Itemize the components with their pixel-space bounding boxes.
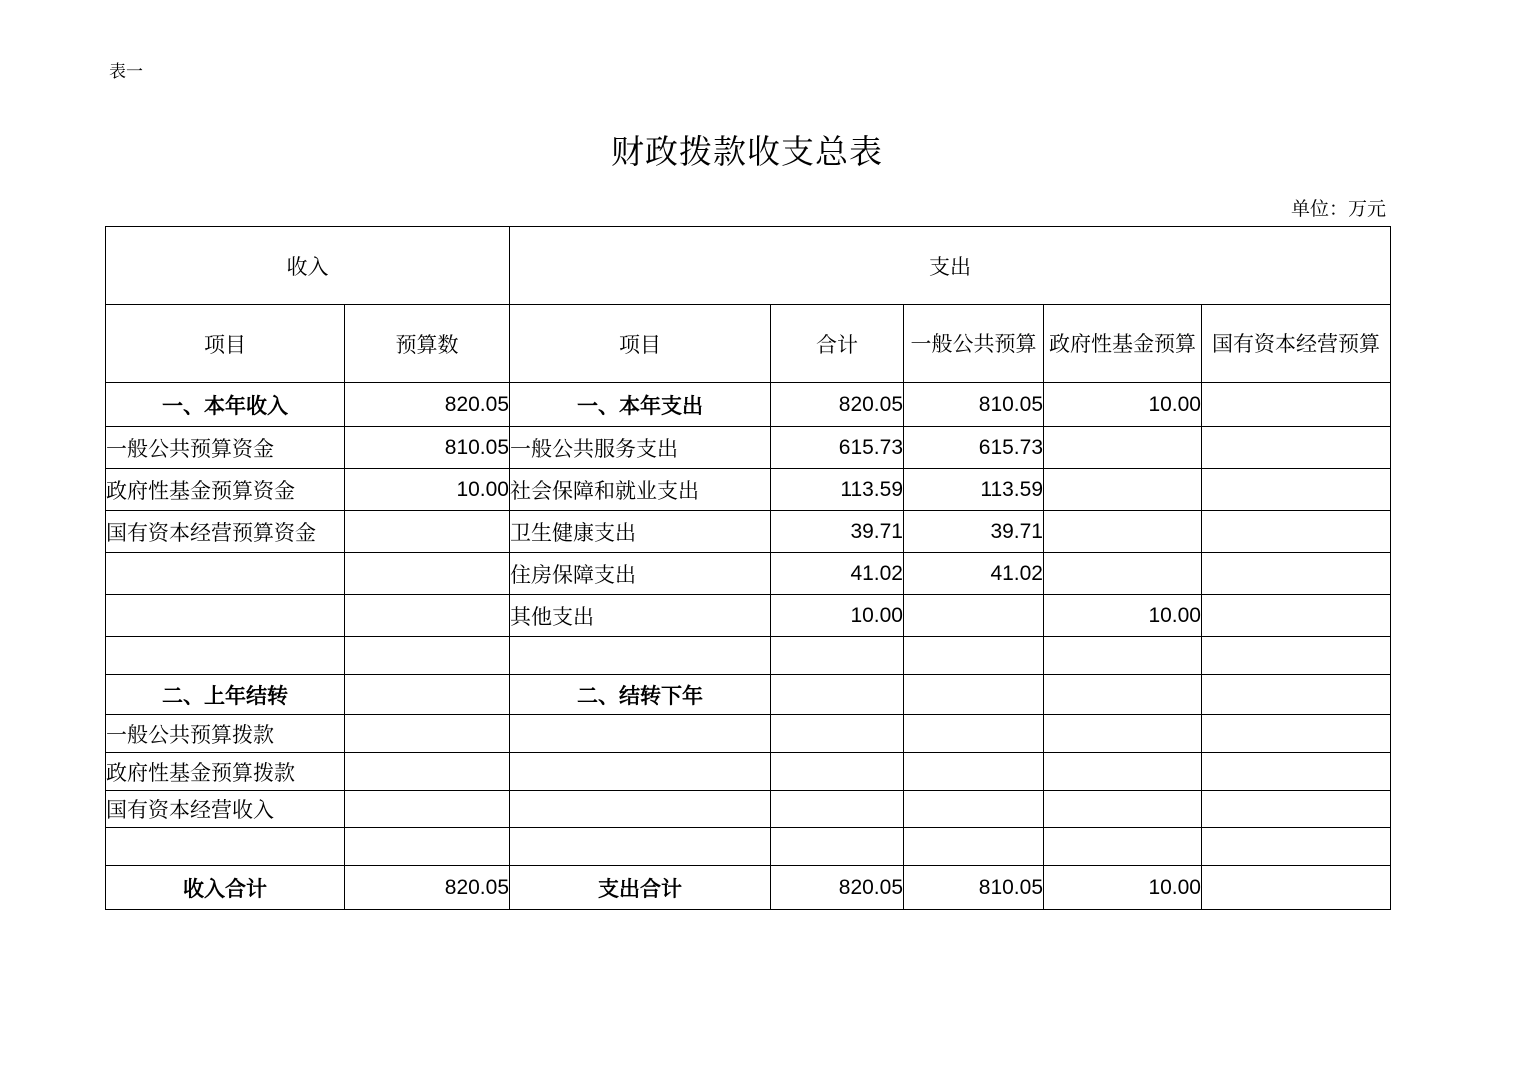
expense-item-cell	[510, 753, 771, 791]
expense-total-label: 支出合计	[510, 866, 771, 910]
general-budget-cell	[904, 675, 1044, 715]
expense-item-cell	[510, 791, 771, 828]
state-capital-cell	[1202, 675, 1391, 715]
gov-fund-cell	[1044, 637, 1202, 675]
gov-fund-cell	[1044, 715, 1202, 753]
expense-item-cell: 其他支出	[510, 595, 771, 637]
total-cell: 10.00	[771, 595, 904, 637]
state-capital-cell	[1202, 715, 1391, 753]
income-budget-cell	[345, 828, 510, 866]
table-row	[106, 511, 1391, 553]
state-capital-cell	[1202, 553, 1391, 595]
total-cell: 39.71	[771, 511, 904, 553]
gov-fund-cell	[1044, 791, 1202, 828]
general-budget-cell	[904, 637, 1044, 675]
general-budget-cell	[904, 791, 1044, 828]
gov-fund-cell	[1044, 675, 1202, 715]
income-item-cell: 一般公共预算拨款	[106, 715, 345, 753]
income-budget-cell	[345, 595, 510, 637]
gov-fund-cell	[1044, 753, 1202, 791]
state-capital-header: 国有资本经营预算	[1202, 305, 1391, 383]
state-capital-cell	[1202, 469, 1391, 511]
gov-fund-cell: 10.00	[1044, 383, 1202, 427]
expense-item-cell: 社会保障和就业支出	[510, 469, 771, 511]
gov-fund-header: 政府性基金预算	[1044, 305, 1202, 383]
total-cell	[771, 675, 904, 715]
general-budget-cell: 41.02	[904, 553, 1044, 595]
expense-item-cell: 一般公共服务支出	[510, 427, 771, 469]
income-item-cell: 一般公共预算资金	[106, 427, 345, 469]
income-budget-cell	[345, 511, 510, 553]
income-item-cell: 政府性基金预算拨款	[106, 753, 345, 791]
general-budget-cell: 810.05	[904, 383, 1044, 427]
table-row	[106, 675, 1391, 715]
income-item-cell	[106, 595, 345, 637]
general-budget-cell: 113.59	[904, 469, 1044, 511]
table-row	[106, 383, 1391, 427]
table-row	[106, 753, 1391, 791]
expense-item-cell	[510, 637, 771, 675]
income-budget-cell	[345, 753, 510, 791]
table-row	[106, 427, 1391, 469]
table-row	[106, 469, 1391, 511]
income-budget-cell	[345, 675, 510, 715]
total-cell	[771, 828, 904, 866]
total-cell: 820.05	[771, 383, 904, 427]
table-row	[106, 637, 1391, 675]
expense-item-cell: 住房保障支出	[510, 553, 771, 595]
general-budget-header: 一般公共预算	[904, 305, 1044, 383]
income-total-value: 820.05	[345, 866, 510, 910]
table-number-label: 表一	[109, 62, 143, 82]
total-cell: 820.05	[771, 866, 904, 910]
general-budget-cell	[904, 715, 1044, 753]
table-row	[106, 715, 1391, 753]
income-item-cell	[106, 637, 345, 675]
gov-fund-cell	[1044, 511, 1202, 553]
expense-item-cell: 二、结转下年	[510, 675, 771, 715]
total-cell	[771, 715, 904, 753]
finance-table	[105, 226, 1391, 910]
total-cell	[771, 753, 904, 791]
table-row	[106, 791, 1391, 828]
state-capital-cell	[1202, 791, 1391, 828]
gov-fund-cell	[1044, 469, 1202, 511]
income-budget-cell: 810.05	[345, 427, 510, 469]
income-total-label: 收入合计	[106, 866, 345, 910]
income-budget-cell	[345, 715, 510, 753]
expense-group-header: 支出	[510, 227, 1391, 305]
income-budget-header: 预算数	[345, 305, 510, 383]
income-item-cell: 二、上年结转	[106, 675, 345, 715]
income-item-cell: 国有资本经营收入	[106, 791, 345, 828]
income-item-header: 项目	[106, 305, 345, 383]
expense-item-cell: 一、本年支出	[510, 383, 771, 427]
income-group-header: 收入	[106, 227, 510, 305]
general-budget-cell: 810.05	[904, 866, 1044, 910]
total-cell: 41.02	[771, 553, 904, 595]
gov-fund-cell	[1044, 553, 1202, 595]
expense-item-header: 项目	[510, 305, 771, 383]
general-budget-cell	[904, 828, 1044, 866]
state-capital-cell	[1202, 828, 1391, 866]
income-budget-cell	[345, 791, 510, 828]
expense-item-cell	[510, 828, 771, 866]
income-item-cell: 一、本年收入	[106, 383, 345, 427]
total-header: 合计	[771, 305, 904, 383]
general-budget-cell	[904, 753, 1044, 791]
expense-item-cell: 卫生健康支出	[510, 511, 771, 553]
gov-fund-cell: 10.00	[1044, 866, 1202, 910]
total-cell	[771, 791, 904, 828]
table-row	[106, 595, 1391, 637]
state-capital-cell	[1202, 511, 1391, 553]
unit-label: 单位：万元	[1290, 198, 1386, 220]
total-cell: 615.73	[771, 427, 904, 469]
gov-fund-cell	[1044, 828, 1202, 866]
general-budget-cell: 615.73	[904, 427, 1044, 469]
total-cell: 113.59	[771, 469, 904, 511]
state-capital-cell	[1202, 753, 1391, 791]
totals-row	[106, 866, 1391, 910]
general-budget-cell: 39.71	[904, 511, 1044, 553]
income-item-cell: 国有资本经营预算资金	[106, 511, 345, 553]
gov-fund-cell	[1044, 427, 1202, 469]
state-capital-cell	[1202, 595, 1391, 637]
state-capital-cell	[1202, 427, 1391, 469]
income-item-cell	[106, 828, 345, 866]
expense-item-cell	[510, 715, 771, 753]
income-budget-cell: 10.00	[345, 469, 510, 511]
total-cell	[771, 637, 904, 675]
state-capital-cell	[1202, 866, 1391, 910]
income-item-cell	[106, 553, 345, 595]
income-budget-cell	[345, 637, 510, 675]
income-item-cell: 政府性基金预算资金	[106, 469, 345, 511]
table-row	[106, 828, 1391, 866]
table-row	[106, 553, 1391, 595]
income-budget-cell: 820.05	[345, 383, 510, 427]
income-budget-cell	[345, 553, 510, 595]
page-title: 财政拨款收支总表	[611, 132, 883, 171]
general-budget-cell	[904, 595, 1044, 637]
gov-fund-cell: 10.00	[1044, 595, 1202, 637]
state-capital-cell	[1202, 637, 1391, 675]
state-capital-cell	[1202, 383, 1391, 427]
